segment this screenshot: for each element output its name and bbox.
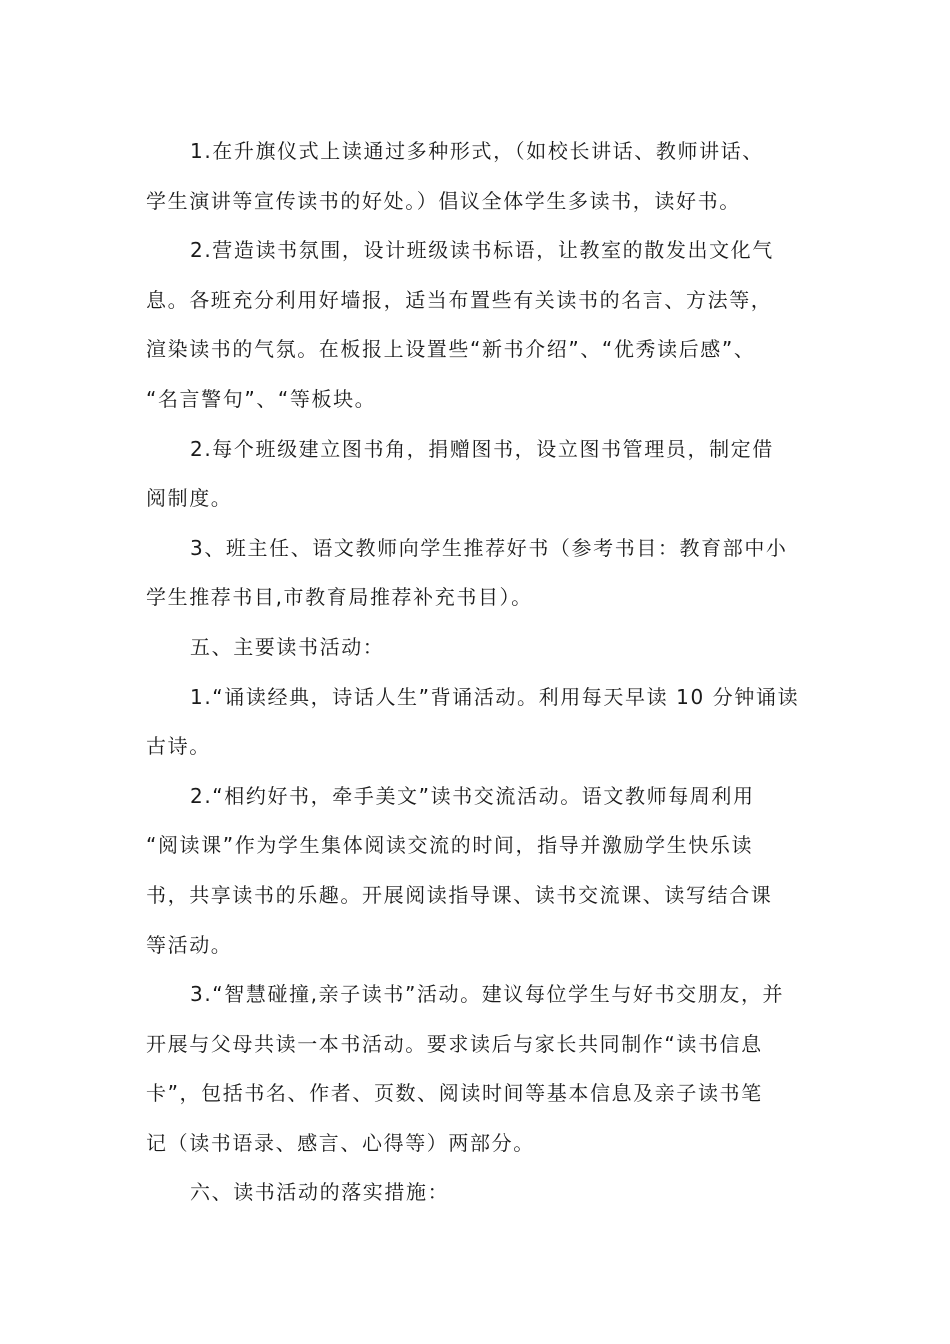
text-line: 阅制度。: [146, 486, 233, 511]
text-line: 2.营造读书氛围，设计班级读书标语，让教室的散发出文化气: [190, 238, 774, 263]
text-line: 古诗。: [146, 734, 211, 759]
text-line: 书，共享读书的乐趣。开展阅读指导课、读书交流课、读写结合课: [146, 882, 773, 907]
text-line: “名言警句”、“等板块。: [146, 386, 377, 411]
text-line: 六、读书活动的落实措施：: [190, 1180, 450, 1205]
text-line: 2.“相约好书，牵手美文”读书交流活动。语文教师每周利用: [190, 783, 755, 808]
text-line: 1.在升旗仪式上读通过多种形式，（如校长讲话、教师讲话、: [190, 139, 764, 163]
text-line: 息。各班充分利用好墙报，适当布置些有关读书的名言、方法等，: [146, 287, 773, 312]
document-body: [146, 131, 806, 1222]
text-line: 五、主要读书活动：: [190, 634, 385, 659]
text-line: 卡”，包括书名、作者、页数、阅读时间等基本信息及亲子读书笔: [146, 1081, 763, 1106]
text-line: “阅读课”作为学生集体阅读交流的时间，指导并激励学生快乐读: [146, 833, 754, 858]
text-line: 记（读书语录、感言、心得等）两部分。: [146, 1130, 535, 1155]
text-line: 渲染读书的气氛。在板报上设置些“新书介绍”、“优秀读后感”、: [146, 337, 756, 362]
text-line: 等活动。: [146, 932, 233, 957]
text-line: 学生演讲等宣传读书的好处。）倡议全体学生多读书，读好书。: [146, 188, 741, 213]
text-line: 学生推荐书目,市教育局推荐补充书目）。: [146, 585, 533, 610]
text-line: 3、班主任、语文教师向学生推荐好书（参考书目：教育部中小: [190, 535, 788, 560]
text-line: 开展与父母共读一本书活动。要求读后与家长共同制作“读书信息: [146, 1031, 763, 1056]
text-line: 3.“智慧碰撞,亲子读书”活动。建议每位学生与好书交朋友，并: [190, 982, 785, 1007]
text-line: 2.每个班级建立图书角，捐赠图书，设立图书管理员，制定借: [190, 436, 774, 461]
text-line: 1.“诵读经典，诗话人生”背诵活动。利用每天早读 10 分钟诵读: [190, 684, 800, 709]
